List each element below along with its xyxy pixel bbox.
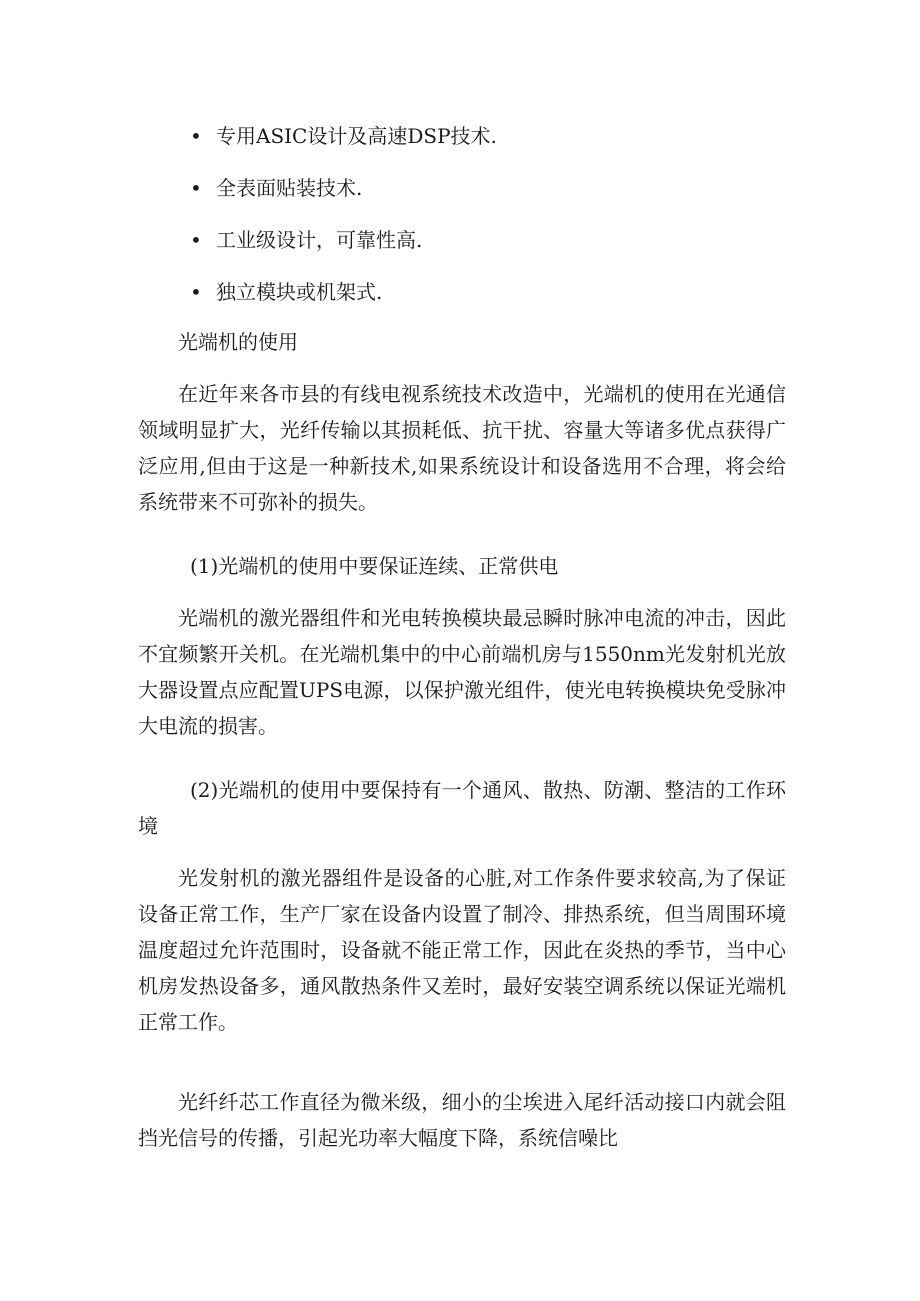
feature-bullet-list	[190, 118, 810, 326]
intro-paragraph: 在近年来各市县的有线电视系统技术改造中，光端机的使用在光通信领域明显扩大，光纤传输以其损耗低、抗干扰、容量大等诸多优点获得广泛应用,但由于这是一种新技术,如果系统设计和设备选用不合理，将会给系统带来不可弥补的损失。	[138, 382, 786, 514]
bullet-dot-icon: •	[190, 280, 202, 304]
bullet-text: 专用ASIC设计及高速DSP技术.	[216, 124, 497, 148]
item2-paragraph: 光发射机的激光器组件是设备的心脏,对工作条件要求较高,为了保证设备正常工作，生产厂家在设备内设置了制冷、排热系统，但当周围环境温度超过允许范围时，设备就不能正常工作，因此在炎热的季节，当中心机房发热设备多，通风散热条件又差时，最好安装空调系统以保证光端机正常工作。	[138, 866, 786, 1034]
item2-paragraph-continued: 光纤纤芯工作直径为微米级，细小的尘埃进入尾纤活动接口内就会阻挡光信号的传播，引起光功率大幅度下降，系统信噪比	[138, 1090, 786, 1150]
bullet-text: 全表面贴装技术.	[216, 176, 363, 200]
bullet-item-module	[190, 274, 810, 326]
bullet-dot-icon: •	[190, 124, 202, 148]
bullet-text: 工业级设计，可靠性高.	[216, 228, 423, 252]
bullet-dot-icon: •	[190, 228, 202, 252]
section-title: 光端机的使用	[178, 330, 298, 354]
bullet-text: 独立模块或机架式.	[216, 280, 383, 304]
bullet-item-industrial	[190, 222, 810, 274]
item1-paragraph: 光端机的激光器组件和光电转换模块最忌瞬时脉冲电流的冲击，因此不宜频繁开关机。在光端机集中的中心前端机房与1550nm光发射机光放大器设置点应配置UPS电源，以保护激光组件，使光电转换模块免受脉冲大电流的损害。	[138, 606, 786, 738]
bullet-item-smt	[190, 170, 810, 222]
bullet-dot-icon: •	[190, 176, 202, 200]
bullet-item-asic	[190, 118, 810, 170]
item1-title: (1)光端机的使用中要保证连续、正常供电	[190, 554, 559, 578]
item2-title: (2)光端机的使用中要保持有一个通风、散热、防潮、整洁的工作环境	[138, 778, 786, 838]
